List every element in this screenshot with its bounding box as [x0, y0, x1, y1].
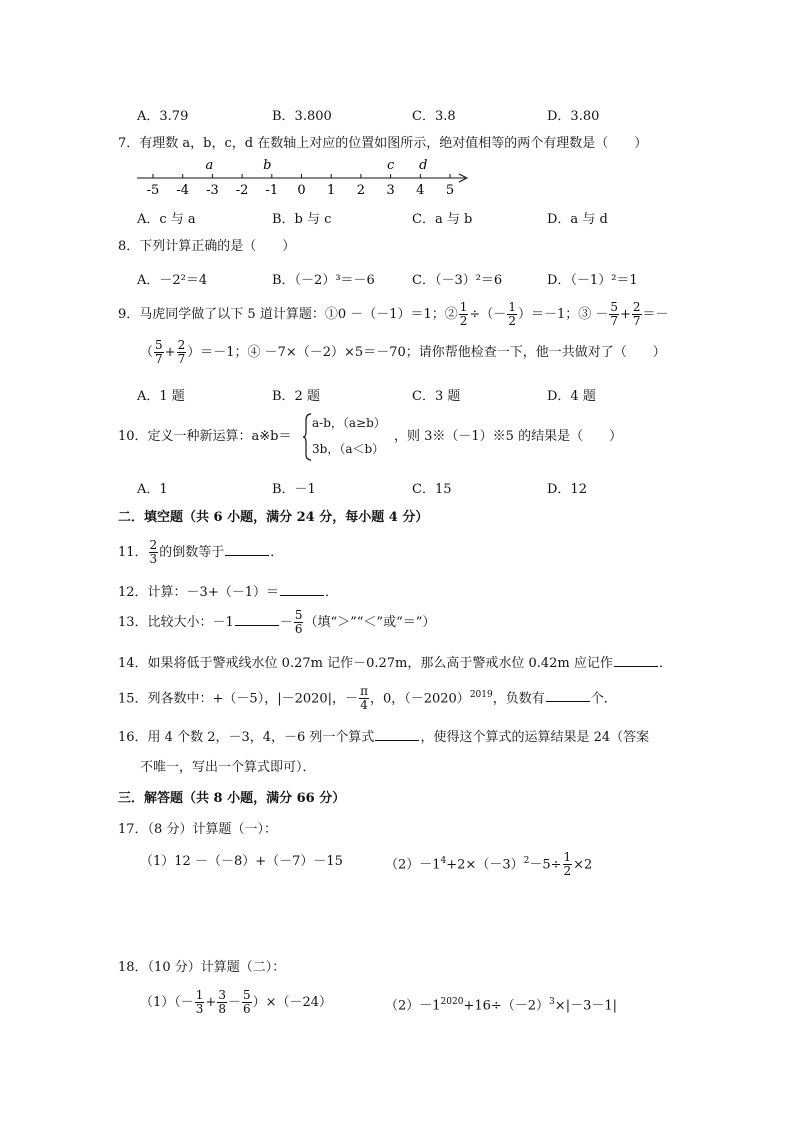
q12-answer-blank[interactable]: [280, 583, 324, 596]
fraction-half-3: $\frac{1}{2}$: [563, 850, 572, 879]
q15-answer-blank[interactable]: [546, 689, 590, 702]
fraction-five-sixths-2: $\frac{5}{6}$: [242, 988, 251, 1016]
q10-option-c: C．15: [412, 482, 452, 497]
number-line-tick-label: -5: [146, 183, 160, 198]
q6-option-d: D．3.80: [547, 109, 600, 124]
q6-option-c: C．3.8: [412, 109, 456, 124]
q8-option-d: D．（－1）²＝1: [547, 273, 638, 288]
q7-stem: 7．有理数 a，b，c，d 在数轴上对应的位置如图所示，绝对值相等的两个有理数是（ ）: [118, 136, 648, 151]
q7-option-d: D．a 与 d: [547, 212, 608, 227]
q10-option-a: A．1: [137, 482, 168, 497]
q9-text-3: ）＝－1；③ －: [517, 307, 609, 322]
number-line-point-b: b: [263, 158, 272, 173]
fraction-half-2: $\frac{1}{2}$: [508, 300, 516, 328]
q18-subquestion-2: $(2)-1^{2020}+16\div(-2)^3\times|-3-1|$: [385, 997, 617, 1014]
q13: 13．比较大小：－1 － $\frac{5}{6}$ （填“＞”“＜”或“＝”）: [118, 608, 436, 636]
q18-subquestion-1: （1）（－ $\frac{1}{3}$ + $\frac{3}{8}$ － $\frac{5}{6}$ ）×（－24）: [140, 988, 333, 1016]
q9-line1: 9．马虎同学做了以下 5 道计算题：①0 －（－1）＝1；② $\frac{1}{2}$ ÷（－ $\frac{1}{2}$ ）＝－1；③ － $\frac{5}{7}$ + $\frac{2}{7}$ ＝－: [118, 300, 669, 328]
number-line-tick-label: 1: [327, 183, 336, 198]
number-line-tick-label: 3: [386, 183, 395, 198]
q16-answer-blank[interactable]: [375, 728, 419, 741]
number-line: [135, 156, 475, 200]
q9-text-4: ＝－: [642, 307, 669, 322]
number-line-tick-label: -1: [265, 183, 279, 198]
q6-option-a: A．3.79: [137, 109, 189, 124]
q9-line2: （ $\frac{5}{7}$ + $\frac{2}{7}$ ）＝－1；④ －7×（－2）×5＝－70；请你帮他检查一下，他一共做对了（ ）: [140, 338, 666, 366]
q9-option-b: B．2 题: [272, 389, 320, 404]
number-line-tick-label: 5: [445, 183, 455, 198]
fraction-two-sevenths-2: $\frac{2}{7}$: [177, 338, 186, 366]
q11-answer-blank[interactable]: [225, 543, 269, 556]
q9-option-a: A．1 题: [137, 389, 185, 404]
number-line-point-a: a: [205, 158, 214, 173]
section-2-heading: 二．填空题（共 6 小题，满分 24 分，每小题 4 分）: [118, 510, 429, 525]
number-line-tick-label: -2: [235, 183, 249, 198]
q8-option-a: A．－2²＝4: [137, 273, 208, 288]
q9-option-c: C．3 题: [412, 389, 461, 404]
q13-answer-blank[interactable]: [235, 613, 279, 626]
q16-line2: 不唯一，写出一个算式即可）．: [140, 760, 316, 775]
fraction-five-sevenths-2: $\frac{5}{7}$: [155, 338, 163, 366]
q10-option-d: D．12: [547, 482, 587, 497]
q11: 11． $\frac{2}{3}$ 的倒数等于 ．: [118, 538, 284, 566]
q9-number: 9．: [118, 307, 140, 322]
fraction-pi-fourth: $\frac{\pi}{4}$: [360, 684, 368, 713]
number-line-tick-label: 2: [356, 183, 366, 198]
number-line-tick-label: 0: [297, 183, 306, 198]
q7-option-b: B．b 与 c: [272, 212, 332, 227]
fraction-two-sevenths: $\frac{2}{7}$: [632, 300, 641, 328]
fraction-two-thirds: $\frac{2}{3}$: [149, 538, 158, 566]
q10-text-1: 10．定义一种新运算：a※b＝: [118, 429, 292, 444]
number-line-tick-label: -4: [176, 183, 190, 198]
fraction-five-sevenths: $\frac{5}{7}$: [610, 300, 618, 328]
q14-answer-blank[interactable]: [614, 654, 658, 667]
q9-text-2: ÷（－: [469, 307, 507, 322]
q14: 14．如果将低于警戒线水位 0.27m 记作－0.27m，那么高于警戒水位 0.42m 应记作 ．: [118, 656, 672, 671]
number-line-tick-label: 4: [416, 183, 425, 198]
q8-option-b: B．（－2）³＝－6: [272, 273, 375, 288]
number-line-point-d: d: [419, 158, 428, 173]
q17-subquestion-1: （1）12 －（－8）+（－7）－15: [140, 854, 343, 869]
q6-option-b: B．3.800: [272, 109, 332, 124]
section-3-heading: 三．解答题（共 8 小题，满分 66 分）: [118, 791, 346, 806]
q10-text-2: ，则 3※（－1）※5 的结果是（ ）: [394, 429, 623, 444]
number-line-tick-label: -3: [206, 183, 219, 198]
q10-case-1: a-b，（a≥b）: [312, 416, 386, 430]
q17-subquestion-2: $(2)-1^4+2\times(-3)^2-5\div$ $\frac{1}{2}$ ×2: [385, 850, 593, 879]
q9-text-1: 马虎同学做了以下 5 道计算题：①0 －（－1）＝1；②: [139, 307, 458, 322]
q10-case-2: 3b，（a＜b）: [312, 442, 385, 456]
q8-option-c: C．（－3）²＝6: [412, 273, 503, 288]
q15: 15．列各数中：+（－5），|－2020|，－ $\frac{\pi}{4}$ ，0，$(-2020)^{2019}$，负数有 个．: [118, 684, 617, 713]
q7-option-c: C．a 与 b: [412, 212, 473, 227]
piecewise-brace: [302, 412, 312, 462]
number-line-point-c: c: [386, 158, 395, 173]
q8-stem: 8．下列计算正确的是（ ）: [118, 239, 296, 254]
fraction-one-third: $\frac{1}{3}$: [195, 988, 204, 1016]
q9-text-5: ）＝－1；④ －7×（－2）×5＝－70；请你帮他检查一下，他一共做对了（ ）: [187, 345, 666, 360]
fraction-three-eighths: $\frac{3}{8}$: [218, 988, 226, 1016]
q12: 12．计算：－3+（－1）＝ ．: [118, 585, 338, 600]
q9-option-d: D．4 题: [547, 389, 596, 404]
q7-option-a: A．c 与 a: [137, 212, 196, 227]
fraction-five-sixths: $\frac{5}{6}$: [294, 608, 303, 636]
q10-option-b: B．－1: [272, 482, 316, 497]
q16-line1: 16．用 4 个数 2，－3，4，－6 列一个算式 ，使得这个算式的运算结果是 24（答案: [118, 730, 650, 745]
q18-title: 18．（10 分）计算题（二）：: [118, 960, 286, 975]
fraction-half: $\frac{1}{2}$: [459, 300, 468, 328]
q17-title: 17．（8 分）计算题（一）：: [118, 822, 277, 837]
